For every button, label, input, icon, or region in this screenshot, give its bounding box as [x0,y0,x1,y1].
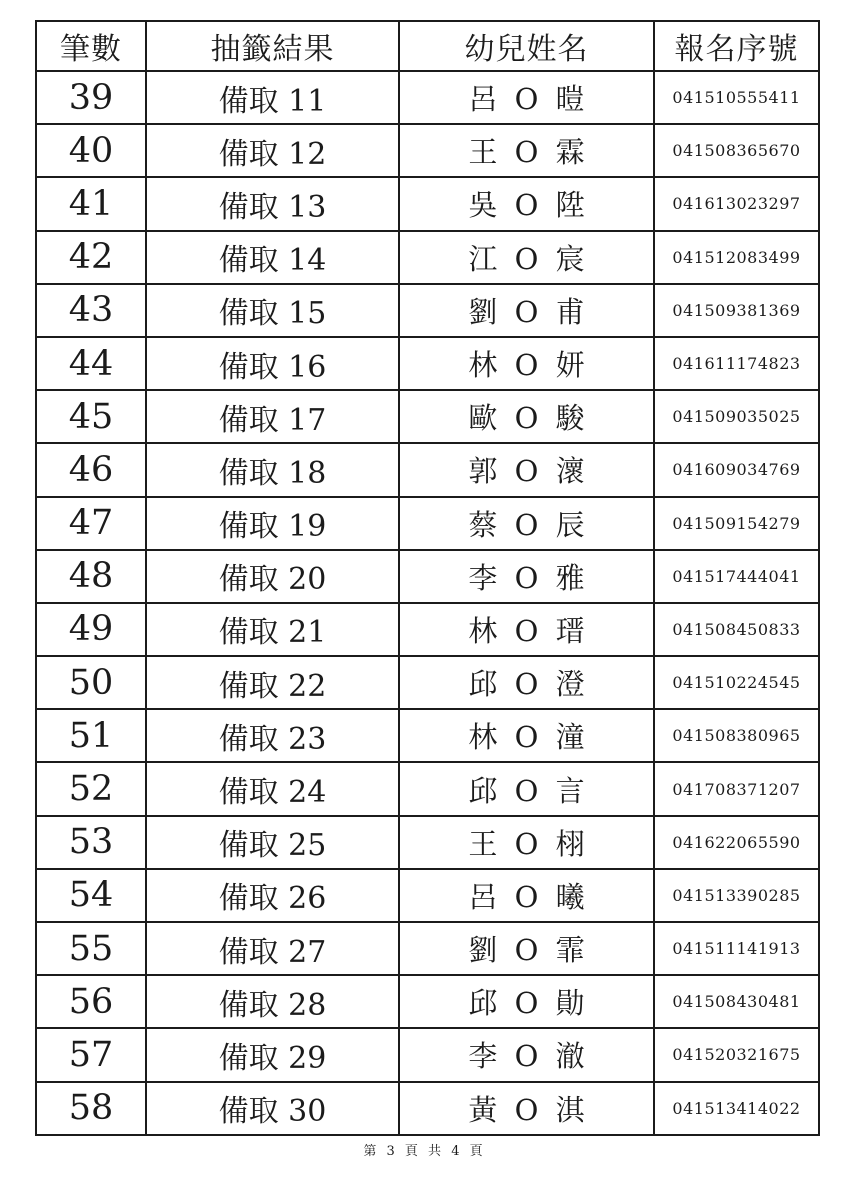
registration-number-cell: 041509154279 [654,497,819,550]
child-name-cell: 呂 O 暟 [399,71,654,124]
table-row [36,497,819,550]
lottery-result-cell: 備取 24 [146,762,399,815]
header-cell-count: 筆數 [36,21,146,71]
lottery-result-cell: 備取 19 [146,497,399,550]
row-number-cell: 50 [36,656,146,709]
lottery-result-cell: 備取 17 [146,390,399,443]
child-name-cell: 郭 O 瀤 [399,443,654,496]
child-name-cell: 李 O 雅 [399,550,654,603]
row-number-cell: 55 [36,922,146,975]
table-row [36,124,819,177]
lottery-result-cell: 備取 26 [146,869,399,922]
child-name-cell: 邱 O 澄 [399,656,654,709]
registration-number-cell: 041508380965 [654,709,819,762]
lottery-result-cell: 備取 18 [146,443,399,496]
child-name-cell: 林 O 潼 [399,709,654,762]
row-number-cell: 51 [36,709,146,762]
child-name-cell: 劉 O 霏 [399,922,654,975]
lottery-result-cell: 備取 25 [146,816,399,869]
registration-number-cell: 041510555411 [654,71,819,124]
header-cell-lottery-result: 抽籤結果 [146,21,399,71]
table-body [36,71,819,1135]
child-name-cell: 江 O 宸 [399,231,654,284]
table-row [36,550,819,603]
registration-number-cell: 041517444041 [654,550,819,603]
table-row [36,337,819,390]
table-row [36,390,819,443]
lottery-result-cell: 備取 13 [146,177,399,230]
lottery-result-cell: 備取 29 [146,1028,399,1081]
registration-number-cell: 041509381369 [654,284,819,337]
row-number-cell: 57 [36,1028,146,1081]
header-cell-child-name: 幼兒姓名 [399,21,654,71]
child-name-cell: 林 O 瑨 [399,603,654,656]
child-name-cell: 蔡 O 辰 [399,497,654,550]
lottery-results-table [35,20,820,1136]
table-row [36,231,819,284]
registration-number-cell: 041513390285 [654,869,819,922]
page-number: 第 3 頁 共 4 頁 [363,1144,486,1159]
table-row [36,709,819,762]
child-name-cell: 邱 O 言 [399,762,654,815]
table-row [36,922,819,975]
table-row [36,1082,819,1135]
row-number-cell: 47 [36,497,146,550]
child-name-cell: 王 O 栩 [399,816,654,869]
row-number-cell: 44 [36,337,146,390]
registration-number-cell: 041611174823 [654,337,819,390]
row-number-cell: 52 [36,762,146,815]
lottery-result-cell: 備取 28 [146,975,399,1028]
lottery-result-cell: 備取 21 [146,603,399,656]
lottery-result-cell: 備取 12 [146,124,399,177]
lottery-result-cell: 備取 16 [146,337,399,390]
row-number-cell: 41 [36,177,146,230]
registration-number-cell: 041509035025 [654,390,819,443]
registration-number-cell: 041510224545 [654,656,819,709]
child-name-cell: 劉 O 甫 [399,284,654,337]
registration-number-cell: 041511141913 [654,922,819,975]
lottery-result-cell: 備取 14 [146,231,399,284]
row-number-cell: 42 [36,231,146,284]
row-number-cell: 54 [36,869,146,922]
registration-number-cell: 041508450833 [654,603,819,656]
child-name-cell: 呂 O 曦 [399,869,654,922]
registration-number-cell: 041609034769 [654,443,819,496]
table-row [36,284,819,337]
table-row [36,71,819,124]
registration-number-cell: 041508365670 [654,124,819,177]
lottery-result-cell: 備取 30 [146,1082,399,1135]
row-number-cell: 48 [36,550,146,603]
row-number-cell: 46 [36,443,146,496]
registration-number-cell: 041512083499 [654,231,819,284]
child-name-cell: 吳 O 陞 [399,177,654,230]
lottery-result-cell: 備取 20 [146,550,399,603]
header-cell-registration-number: 報名序號 [654,21,819,71]
row-number-cell: 39 [36,71,146,124]
table-row [36,975,819,1028]
row-number-cell: 56 [36,975,146,1028]
row-number-cell: 49 [36,603,146,656]
table-row [36,656,819,709]
child-name-cell: 王 O 霖 [399,124,654,177]
child-name-cell: 黃 O 淇 [399,1082,654,1135]
lottery-result-cell: 備取 27 [146,922,399,975]
row-number-cell: 53 [36,816,146,869]
child-name-cell: 歐 O 駿 [399,390,654,443]
row-number-cell: 45 [36,390,146,443]
registration-number-cell: 041613023297 [654,177,819,230]
registration-number-cell: 041520321675 [654,1028,819,1081]
row-number-cell: 40 [36,124,146,177]
lottery-result-cell: 備取 22 [146,656,399,709]
table-row [36,1028,819,1081]
registration-number-cell: 041513414022 [654,1082,819,1135]
table-row [36,816,819,869]
child-name-cell: 林 O 妍 [399,337,654,390]
lottery-result-cell: 備取 23 [146,709,399,762]
lottery-result-cell: 備取 15 [146,284,399,337]
row-number-cell: 58 [36,1082,146,1135]
header-row [36,21,819,71]
child-name-cell: 邱 O 勛 [399,975,654,1028]
lottery-result-cell: 備取 11 [146,71,399,124]
child-name-cell: 李 O 澈 [399,1028,654,1081]
table-row [36,177,819,230]
table-row [36,869,819,922]
registration-number-cell: 041622065590 [654,816,819,869]
registration-number-cell: 041708371207 [654,762,819,815]
registration-number-cell: 041508430481 [654,975,819,1028]
row-number-cell: 43 [36,284,146,337]
table-row [36,762,819,815]
table-row [36,603,819,656]
table-row [36,443,819,496]
